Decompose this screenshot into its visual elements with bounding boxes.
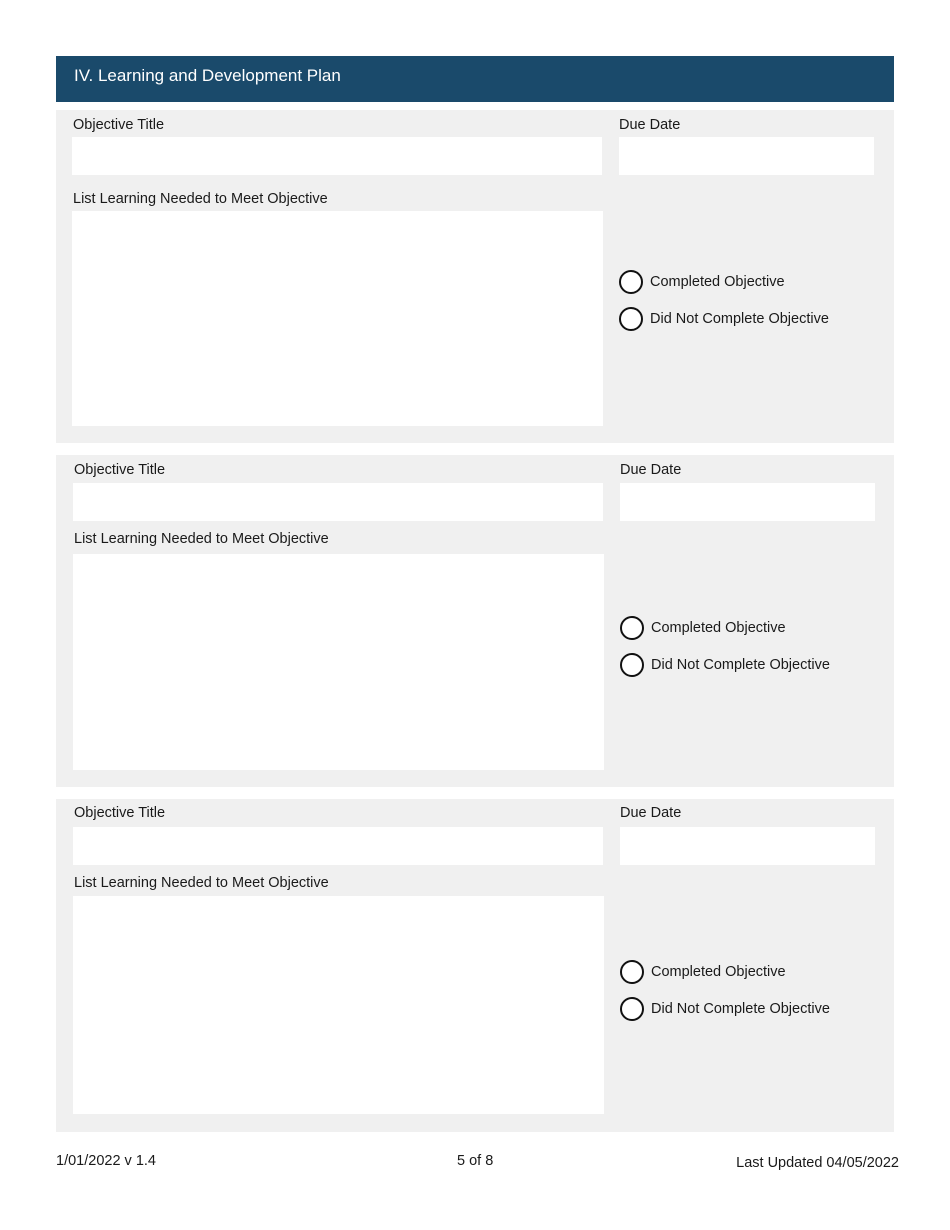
learning-needed-textarea[interactable] — [72, 211, 603, 426]
footer-page-number: 5 of 8 — [457, 1153, 494, 1169]
objective-section-3 — [56, 799, 894, 1132]
learning-needed-label: List Learning Needed to Meet Objective — [74, 875, 329, 891]
due-date-input[interactable] — [619, 137, 874, 175]
due-date-input[interactable] — [620, 483, 875, 521]
objective-title-input[interactable] — [73, 827, 603, 865]
objective-title-label: Objective Title — [73, 117, 165, 133]
objective-title-input[interactable] — [72, 137, 602, 175]
footer-last-updated: Last Updated 04/05/2022 — [736, 1155, 899, 1171]
objective-title-label: Objective Title — [74, 805, 166, 821]
due-date-input[interactable] — [620, 827, 875, 865]
objective-title-label: Objective Title — [74, 462, 166, 478]
not-completed-objective-radio[interactable] — [620, 997, 644, 1021]
not-completed-objective-option[interactable] — [619, 307, 829, 331]
completed-objective-option[interactable] — [620, 616, 786, 640]
learning-needed-label: List Learning Needed to Meet Objective — [73, 191, 328, 207]
learning-needed-textarea[interactable] — [73, 554, 604, 770]
completed-objective-option[interactable] — [619, 270, 785, 294]
section-header — [56, 56, 894, 102]
completed-objective-radio[interactable] — [619, 270, 643, 294]
not-completed-objective-radio[interactable] — [620, 653, 644, 677]
not-completed-objective-label: Did Not Complete Objective — [651, 1001, 830, 1017]
objective-section-2 — [56, 455, 894, 787]
not-completed-objective-radio[interactable] — [619, 307, 643, 331]
completed-objective-label: Completed Objective — [651, 964, 786, 980]
due-date-label: Due Date — [620, 462, 682, 478]
due-date-label: Due Date — [619, 117, 681, 133]
section-title: IV. Learning and Development Plan — [74, 66, 341, 85]
completed-objective-option[interactable] — [620, 960, 786, 984]
completed-objective-radio[interactable] — [620, 960, 644, 984]
due-date-label: Due Date — [620, 805, 682, 821]
learning-needed-label: List Learning Needed to Meet Objective — [74, 531, 329, 547]
not-completed-objective-option[interactable] — [620, 653, 830, 677]
not-completed-objective-option[interactable] — [620, 997, 830, 1021]
completed-objective-label: Completed Objective — [650, 274, 785, 290]
learning-needed-textarea[interactable] — [73, 896, 604, 1114]
footer-version: 1/01/2022 v 1.4 — [56, 1153, 156, 1169]
not-completed-objective-label: Did Not Complete Objective — [651, 657, 830, 673]
objective-title-input[interactable] — [73, 483, 603, 521]
not-completed-objective-label: Did Not Complete Objective — [650, 311, 829, 327]
completed-objective-radio[interactable] — [620, 616, 644, 640]
objective-section-1 — [56, 110, 894, 443]
completed-objective-label: Completed Objective — [651, 620, 786, 636]
